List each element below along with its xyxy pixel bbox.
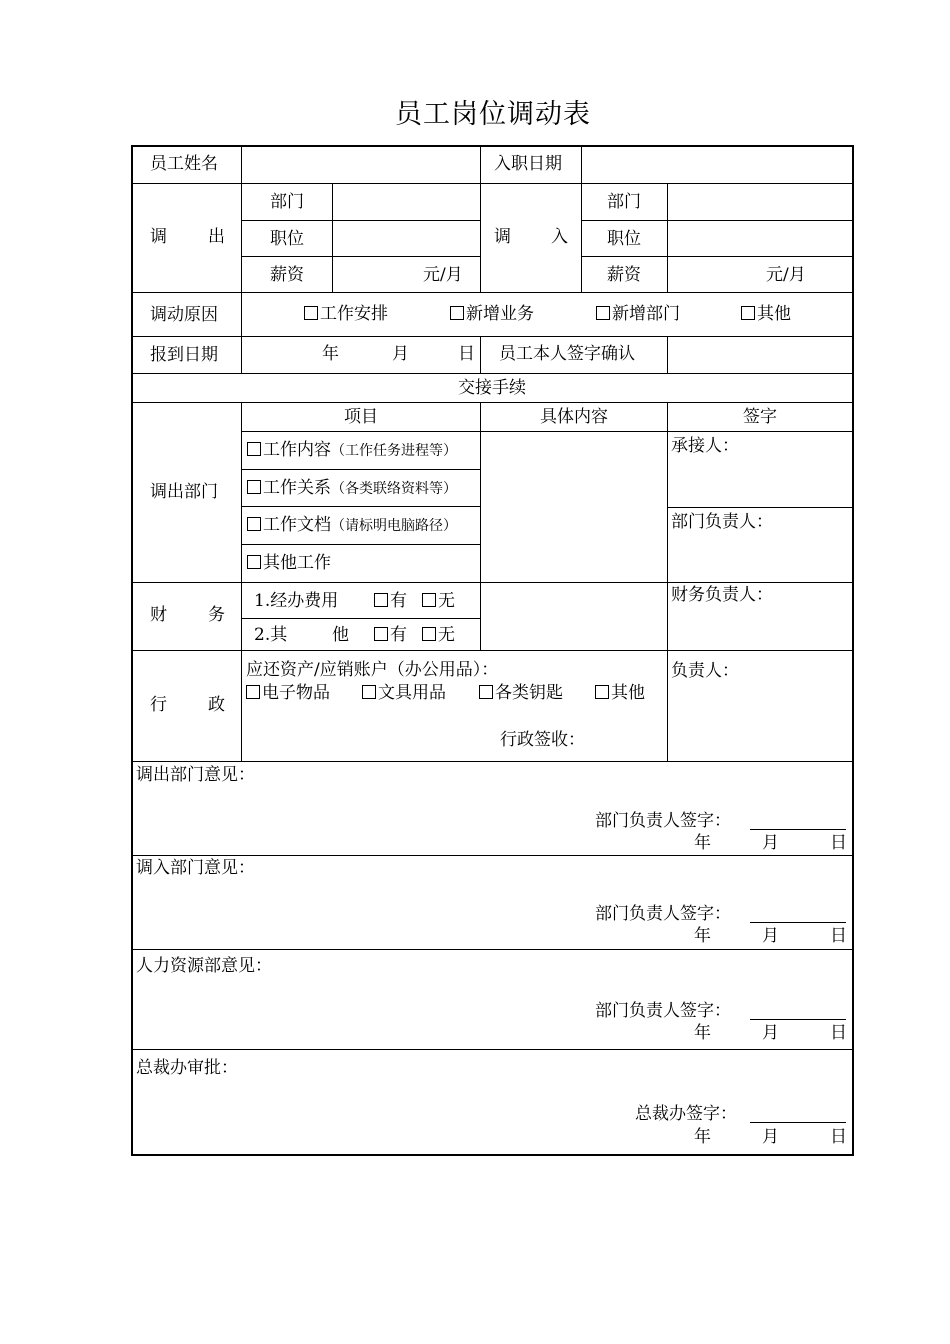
admin-char1: 行 <box>150 695 167 715</box>
out-dept-field[interactable] <box>332 183 481 221</box>
opinion-year: 年 <box>694 1127 711 1147</box>
finance-item-label: 1.经办费用 <box>254 591 339 611</box>
in-salary-label-cell <box>581 256 668 293</box>
checkbox-icon[interactable] <box>741 306 755 320</box>
checkbox-icon[interactable] <box>422 593 436 607</box>
opinion-year: 年 <box>694 833 711 853</box>
opinion-sign-label: 部门负责人签字： <box>595 904 731 924</box>
in-salary-field[interactable] <box>667 256 853 293</box>
employee-sign-label-cell <box>480 336 668 374</box>
admin-option-stationery[interactable]: 文具用品 <box>362 685 446 702</box>
reason-option-other[interactable]: 其他 <box>741 306 791 323</box>
checkbox-icon[interactable] <box>374 627 388 641</box>
opinion-heading: 总裁办审批： <box>136 1058 238 1078</box>
finance-yes-option[interactable]: 有 <box>374 593 407 610</box>
opinion-sign-label: 部门负责人签字： <box>595 1001 731 1021</box>
finance-item-expenses <box>241 582 481 619</box>
opinion-heading: 人力资源部意见： <box>136 956 272 976</box>
out-dept-label-cell <box>241 183 333 221</box>
hire-date-label-cell <box>480 145 582 184</box>
in-position-label-cell <box>581 220 668 257</box>
in-salary-unit: 元/月 <box>766 265 806 285</box>
in-dept-label: 部门 <box>607 192 641 212</box>
finance-char2: 务 <box>208 605 225 625</box>
finance-no-option[interactable]: 无 <box>422 627 455 644</box>
report-date-field[interactable] <box>241 336 481 374</box>
handover-item-label: 其他工作 <box>263 553 331 573</box>
handover-item-note: （各类联络资料等） <box>331 481 457 497</box>
transfer-out-label-cell <box>131 183 242 293</box>
opinion-day: 日 <box>830 926 847 946</box>
detail-header-cell <box>480 402 668 432</box>
handover-item-other-work[interactable] <box>241 544 481 583</box>
in-dept-field[interactable] <box>667 183 853 221</box>
form-title: 员工岗位调动表 <box>395 99 591 130</box>
handover-item-note: （请标明电脑路径） <box>331 518 457 534</box>
report-day: 日 <box>458 344 475 364</box>
checkbox-icon[interactable] <box>247 517 261 531</box>
admin-heading: 应还资产/应销账户（办公用品）： <box>246 660 499 680</box>
handover-item-label: 工作文档 <box>263 515 331 535</box>
reason-options-cell <box>241 292 853 337</box>
admin-content-cell <box>241 650 668 762</box>
finance-item-label-2: 他 <box>332 625 349 645</box>
employee-name-label: 员工姓名 <box>150 154 218 174</box>
finance-detail-field[interactable] <box>480 582 668 651</box>
hire-date-label: 入职日期 <box>494 154 562 174</box>
admin-label-cell <box>131 650 242 762</box>
opinion-month: 月 <box>762 1023 779 1043</box>
admin-option-electronics[interactable]: 电子物品 <box>246 685 330 702</box>
admin-head-sign-label: 负责人： <box>671 661 739 681</box>
handover-heading: 交接手续 <box>458 378 526 398</box>
opinion-year: 年 <box>694 926 711 946</box>
opinion-sign-label: 总裁办签字： <box>635 1104 737 1124</box>
opinion-heading: 调出部门意见： <box>136 765 255 785</box>
in-salary-label: 薪资 <box>607 265 641 285</box>
detail-header: 具体内容 <box>540 407 608 427</box>
finance-item-label: 2.其 <box>254 625 288 645</box>
out-dept-section-label-cell <box>131 402 242 583</box>
finance-no-option[interactable]: 无 <box>422 593 455 610</box>
reason-label: 调动原因 <box>150 305 218 325</box>
in-position-label: 职位 <box>607 229 641 249</box>
finance-yes-option[interactable]: 有 <box>374 627 407 644</box>
in-position-field[interactable] <box>667 220 853 257</box>
handover-item-label: 工作关系 <box>263 478 331 498</box>
reason-label-cell <box>131 292 242 337</box>
checkbox-icon[interactable] <box>374 593 388 607</box>
employee-sign-label: 员工本人签字确认 <box>499 344 635 364</box>
admin-option-keys[interactable]: 各类钥匙 <box>479 685 563 702</box>
out-position-label-cell <box>241 220 333 257</box>
in-dept-label-cell <box>581 183 668 221</box>
opinion-hr[interactable] <box>131 949 853 1050</box>
checkbox-icon[interactable] <box>450 306 464 320</box>
finance-char1: 财 <box>150 605 167 625</box>
reason-option-work-arrangement[interactable]: 工作安排 <box>304 306 388 323</box>
dept-head-sign-label: 部门负责人： <box>671 512 773 532</box>
finance-head-sign-cell[interactable] <box>667 582 853 651</box>
report-date-label-cell <box>131 336 242 374</box>
out-salary-field[interactable] <box>332 256 481 293</box>
signature-header-cell <box>667 402 853 432</box>
opinion-day: 日 <box>830 833 847 853</box>
out-dept-section-label: 调出部门 <box>150 482 218 502</box>
opinion-out-dept[interactable] <box>131 761 853 856</box>
out-dept-label: 部门 <box>270 192 304 212</box>
handover-item-note: （工作任务进程等） <box>331 443 457 459</box>
reason-option-new-department[interactable]: 新增部门 <box>596 306 680 323</box>
opinion-month: 月 <box>762 833 779 853</box>
out-position-label: 职位 <box>270 229 304 249</box>
admin-sign-label: 行政签收： <box>500 730 585 750</box>
receiver-sign-cell[interactable] <box>667 431 853 508</box>
checkbox-icon[interactable] <box>479 685 493 699</box>
out-position-field[interactable] <box>332 220 481 257</box>
admin-char2: 政 <box>208 695 225 715</box>
opinion-heading: 调入部门意见： <box>136 858 255 878</box>
employee-name-label-cell <box>131 145 242 184</box>
hire-date-field[interactable] <box>581 145 853 184</box>
checkbox-icon[interactable] <box>596 306 610 320</box>
opinion-day: 日 <box>830 1023 847 1043</box>
employee-sign-field[interactable] <box>667 336 853 374</box>
opinion-president-office[interactable] <box>131 1049 853 1155</box>
opinion-in-dept[interactable] <box>131 855 853 950</box>
checkbox-icon[interactable] <box>247 555 261 569</box>
handover-item-label: 工作内容 <box>263 440 331 460</box>
transfer-in-label-cell <box>480 183 582 293</box>
report-month: 月 <box>392 344 409 364</box>
opinion-month: 月 <box>762 926 779 946</box>
reason-option-new-business[interactable]: 新增业务 <box>450 306 534 323</box>
handover-item-work-relations[interactable] <box>241 469 481 507</box>
checkbox-icon[interactable] <box>595 685 609 699</box>
report-year: 年 <box>322 344 339 364</box>
signature-line[interactable] <box>750 1122 846 1123</box>
receiver-sign-label: 承接人： <box>671 436 739 456</box>
finance-head-sign-label: 财务负责人： <box>671 585 773 605</box>
transfer-out-char1: 调 <box>150 227 167 247</box>
out-salary-unit: 元/月 <box>423 265 463 285</box>
dept-head-sign-cell[interactable] <box>667 507 853 583</box>
checkbox-icon[interactable] <box>362 685 376 699</box>
handover-heading-cell <box>131 373 853 403</box>
handover-item-work-documents[interactable] <box>241 506 481 545</box>
item-header: 项目 <box>344 407 378 427</box>
opinion-day: 日 <box>830 1127 847 1147</box>
checkbox-icon[interactable] <box>422 627 436 641</box>
out-salary-label: 薪资 <box>270 265 304 285</box>
checkbox-icon[interactable] <box>247 442 261 456</box>
checkbox-icon[interactable] <box>304 306 318 320</box>
item-header-cell <box>241 402 481 432</box>
signature-line[interactable] <box>750 829 846 830</box>
finance-label-cell <box>131 582 242 651</box>
transfer-out-char2: 出 <box>208 227 225 247</box>
transfer-in-char1: 调 <box>494 227 511 247</box>
checkbox-icon[interactable] <box>247 480 261 494</box>
finance-item-other <box>241 618 481 651</box>
report-date-label: 报到日期 <box>150 345 218 365</box>
out-dept-detail-field[interactable] <box>480 431 668 583</box>
signature-header: 签字 <box>743 407 777 427</box>
opinion-year: 年 <box>694 1023 711 1043</box>
checkbox-icon[interactable] <box>246 685 260 699</box>
transfer-in-char2: 入 <box>551 227 568 247</box>
signature-line[interactable] <box>750 1019 846 1020</box>
handover-item-work-content[interactable] <box>241 431 481 470</box>
employee-name-field[interactable] <box>241 145 481 184</box>
out-salary-label-cell <box>241 256 333 293</box>
admin-head-sign-cell[interactable] <box>667 650 853 762</box>
opinion-sign-label: 部门负责人签字： <box>595 811 731 831</box>
opinion-month: 月 <box>762 1127 779 1147</box>
signature-line[interactable] <box>750 922 846 923</box>
admin-option-other[interactable]: 其他 <box>595 685 645 702</box>
